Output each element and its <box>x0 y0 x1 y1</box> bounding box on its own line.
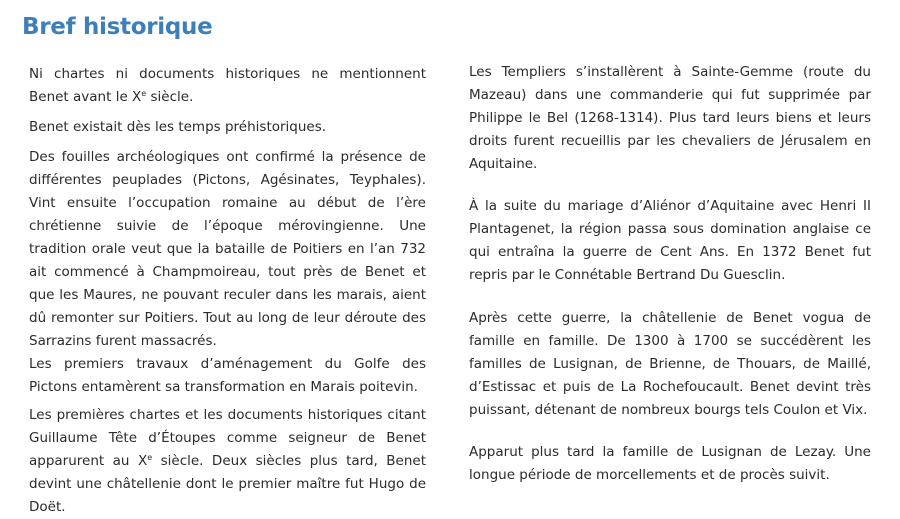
page-title: Bref historique <box>22 14 213 40</box>
paragraph-chatellenie: Après cette guerre, la châtellenie de Benet vogua de famille en famille. De 1300 à 1700 se succédèrent les familles de Lusignan, de Brienne, de Thouars, de Maillé, d’Estissac et puis de La Rochefoucault. Benet devint très puissant, détenant de nombreux bourgs tels Coulon et Vix. <box>469 310 871 418</box>
paragraph-prehistoric: Benet existait dès les temps préhistoriques. <box>29 119 327 135</box>
paragraph-first-charters: Les premières chartes et les documents historiques citant Guillaume Tête d’Étoupes comme seigneur de Benet apparurent au Xe siècle. Deux siècles plus tard, Benet devint une châtellenie dont le premier maître fut Hugo de Doët. <box>29 407 427 515</box>
paragraph-alienor: À la suite du mariage d’Aliénor d’Aquitaine avec Henri II Plantagenet, la région passa sous domination anglaise ce qui entraîna la guerre de Cent Ans. En 1372 Benet fut repris par le Connétable Bertrand Du Guesclin. <box>469 198 871 283</box>
paragraph-excavations: Des fouilles archéologiques ont confirmé la présence de différentes peuplades (Pictons, Agésinates, Teyphales). Vint ensuite l’occupation romaine au début de l’ère chrétienne suivie de l’époque mérovingienne. Une tradition orale veut que la bataille de Poitiers en l’an 732 ait commencé à Champmoireau, tout près de Benet et que les Maures, ne pouvant reculer dans les marais, aient dû remonter sur Poitiers. Tout au long de leur déroute des Sarrazins furent massacrés. <box>29 149 426 349</box>
paragraph-no-charters: Ni chartes ni documents historiques ne mentionnent Benet avant le Xe siècle. <box>29 66 426 105</box>
paragraph-templiers: Les Templiers s’installèrent à Sainte-Gemme (route du Mazeau) dans une commanderie qui fut supprimée par Philippe le Bel (1268-1314). Plus tard leurs biens et leurs droits furent recueillis par les chevaliers de Jérusalem en Aquitaine. <box>469 64 871 172</box>
paragraph-golfe-des-pictons: Les premiers travaux d’aménagement du Golfe des Pictons entamèrent sa transformation en Marais poitevin. <box>29 356 426 395</box>
paragraph-lusignan-lezay: Apparut plus tard la famille de Lusignan de Lezay. Une longue période de morcellements et de procès suivit. <box>469 444 871 483</box>
